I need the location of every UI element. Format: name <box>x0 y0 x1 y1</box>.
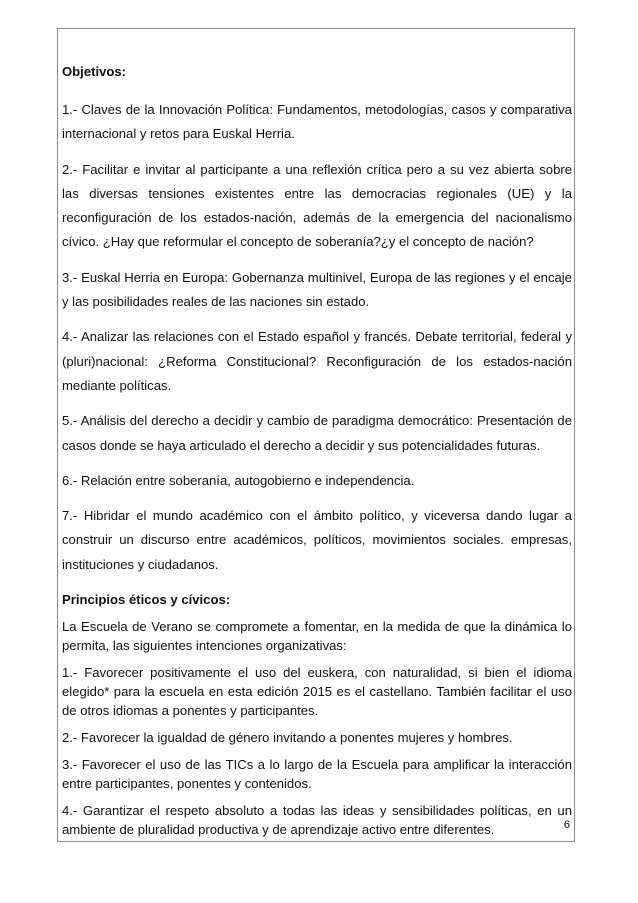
principio-item-3: 3.- Favorecer el uso de las TICs a lo largo de la Escuela para amplificar la interacción entre participantes, ponentes y contenidos. <box>62 757 572 792</box>
objetivo-item-4: 4.- Analizar las relaciones con el Estado español y francés. Debate territorial, federal y (pluri)nacional: ¿Reforma Constitucional? Reconfiguración de los estados-nación mediante políticas. <box>62 329 572 393</box>
objetivo-item-7: 7.- Hibridar el mundo académico con el ámbito político, y viceversa dando lugar a construir un discurso entre académicos, políticos, movimientos sociales. empresas, instituciones y ciudadanos. <box>62 508 572 572</box>
objetivo-item-5: 5.- Análisis del derecho a decidir y cambio de paradigma democrático: Presentación de casos donde se haya articulado el derecho a decidir y sus potencialidades futuras. <box>62 413 572 453</box>
objetivos-section <box>62 60 572 577</box>
principios-heading: Principios éticos y cívicos: <box>62 592 231 608</box>
document-body <box>62 60 572 849</box>
principio-item-2: 2.- Favorecer la igualdad de género invitando a ponentes mujeres y hombres. <box>62 730 513 746</box>
objetivos-heading: Objetivos: <box>62 64 127 79</box>
objetivo-item-6: 6.- Relación entre soberanía, autogobierno e independencia. <box>62 472 415 488</box>
objetivo-item-1: 1.- Claves de la Innovación Política: Fundamentos, metodologías, casos y comparativa internacional y retos para Euskal Herria. <box>62 102 572 142</box>
principios-section <box>62 588 572 840</box>
page-number: 6 <box>563 819 570 831</box>
principio-item-4: 4.- Garantizar el respeto absoluto a todas las ideas y sensibilidades políticas, en un ambiente de pluralidad productiva y de aprendizaje activo entre diferentes. <box>62 803 572 838</box>
objetivo-item-3: 3.- Euskal Herria en Europa: Gobernanza multinivel, Europa de las regiones y el encaje y las posibilidades reales de las naciones sin estado. <box>62 269 572 310</box>
objetivo-item-2: 2.- Facilitar e invitar al participante a una reflexión crítica pero a su vez abierta sobre las diversas tensiones existentes entre las democracias regionales (UE) y la reconfiguración de los estados-nación, además de la emergencia del nacionalismo cívico. ¿Hay que reformular el concepto de soberanía?¿y el concepto de nación? <box>62 161 572 250</box>
principios-intro: La Escuela de Verano se compromete a fomentar, en la medida de que la dinámica lo permita, las siguientes intenciones organizativas: <box>62 619 572 653</box>
principio-item-1: 1.- Favorecer positivamente el uso del euskera, con naturalidad, si bien el idioma elegido* para la escuela en esta edición 2015 es el castellano. También facilitar el uso de otros idiomas a ponentes y participantes. <box>62 665 572 718</box>
